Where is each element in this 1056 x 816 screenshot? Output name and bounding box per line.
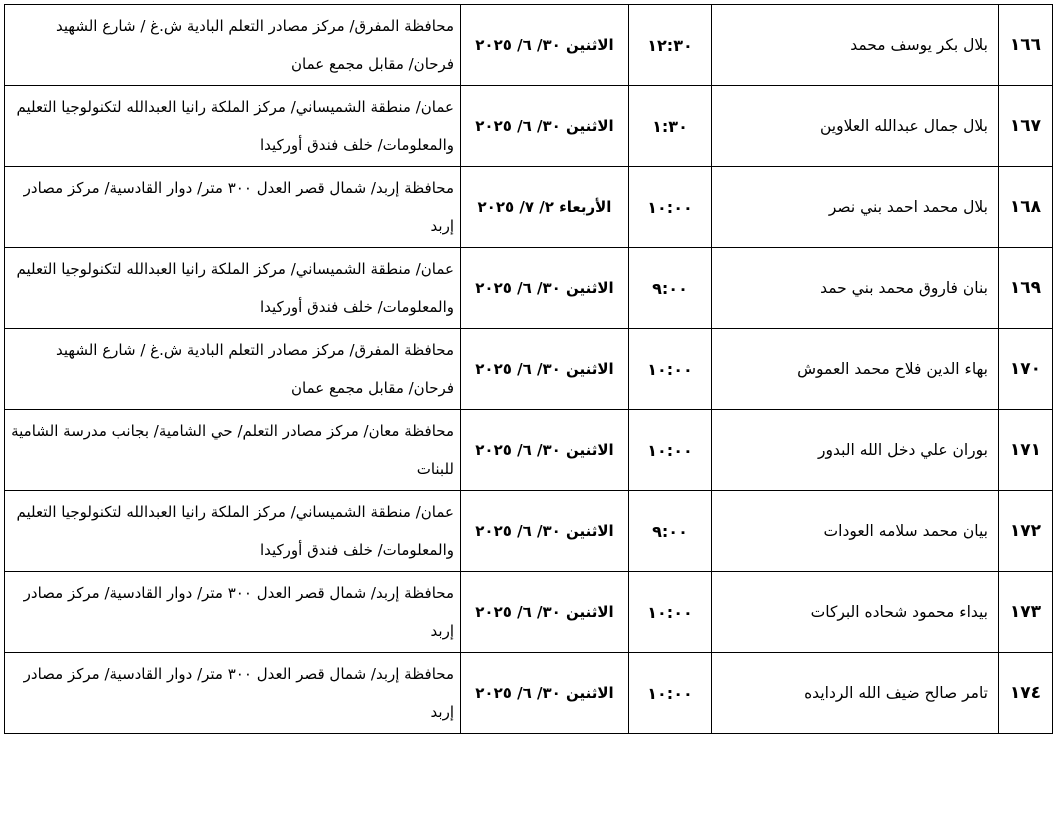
exam-date-text: الاثنين ٣٠/ ٦/ ٢٠٢٥ [475,279,614,297]
exam-time-cell [629,653,712,734]
exam-time-cell [629,5,712,86]
row-number-text: ١٦٩ [1009,278,1042,298]
exam-date-text: الأربعاء ٢/ ٧/ ٢٠٢٥ [477,198,612,216]
applicant-name-cell [712,86,999,167]
exam-location-cell [5,167,461,248]
exam-location-text: محافظة المفرق/ مركز مصادر التعلم البادية ش.غ / شارع الشهيد فرحان/ مقابل مجمع عمان [56,341,454,397]
exam-date-cell [461,167,629,248]
exam-location-text: عمان/ منطقة الشميساني/ مركز الملكة رانيا العبدالله لتكنولوجيا التعليم والمعلومات/ خلف فندق أوركيدا [16,98,454,154]
schedule-sheet [4,4,1052,744]
table-row [5,572,1053,653]
table-row [5,329,1053,410]
exam-location-cell [5,248,461,329]
exam-date-cell [461,329,629,410]
applicant-name-cell [712,248,999,329]
row-number-cell [999,167,1053,248]
table-row [5,248,1053,329]
applicant-name-text: بنان فاروق محمد بني حمد [820,279,988,297]
exam-time-text: ١٠:٠٠ [647,683,693,703]
applicant-name-text: بيان محمد سلامه العودات [823,522,988,540]
applicant-name-text: بهاء الدين فلاح محمد العموش [797,360,988,378]
table-row [5,86,1053,167]
exam-date-text: الاثنين ٣٠/ ٦/ ٢٠٢٥ [475,684,614,702]
exam-time-text: ١:٣٠ [652,116,688,136]
table-row [5,410,1053,491]
exam-time-text: ٩:٠٠ [652,278,688,298]
exam-location-cell [5,86,461,167]
applicant-name-cell [712,491,999,572]
row-number-cell [999,410,1053,491]
exam-location-text: محافظة إربد/ شمال قصر العدل ٣٠٠ متر/ دوار القادسية/ مركز مصادر إربد [23,584,454,640]
row-number-cell [999,572,1053,653]
exam-time-cell [629,329,712,410]
row-number-text: ١٦٨ [1009,197,1042,217]
table-row [5,491,1053,572]
exam-time-text: ١٢:٣٠ [647,35,693,55]
applicant-name-text: بلال بكر يوسف محمد [850,36,988,54]
exam-time-cell [629,491,712,572]
exam-location-text: عمان/ منطقة الشميساني/ مركز الملكة رانيا العبدالله لتكنولوجيا التعليم والمعلومات/ خلف فندق أوركيدا [16,260,454,316]
exam-time-cell [629,572,712,653]
applicant-name-text: تامر صالح ضيف الله الردايده [804,684,988,702]
exam-time-text: ١٠:٠٠ [647,359,693,379]
exam-time-cell [629,167,712,248]
row-number-text: ١٦٦ [1009,35,1042,55]
row-number-text: ١٧٢ [1009,521,1042,541]
exam-date-cell [461,248,629,329]
applicant-name-text: بيداء محمود شحاده البركات [810,603,988,621]
applicant-name-cell [712,410,999,491]
exam-time-text: ١٠:٠٠ [647,197,693,217]
applicant-name-cell [712,5,999,86]
exam-location-text: محافظة معان/ مركز مصادر التعلم/ حي الشامية/ بجانب مدرسة الشامية للبنات [11,422,454,478]
row-number-cell [999,5,1053,86]
exam-location-cell [5,572,461,653]
table-row [5,5,1053,86]
row-number-text: ١٧٤ [1009,683,1042,703]
exam-date-cell [461,653,629,734]
row-number-text: ١٧١ [1009,440,1042,460]
row-number-text: ١٧٣ [1009,602,1042,622]
exam-location-text: محافظة إربد/ شمال قصر العدل ٣٠٠ متر/ دوار القادسية/ مركز مصادر إربد [23,179,454,235]
row-number-text: ١٦٧ [1009,116,1042,136]
exam-location-text: عمان/ منطقة الشميساني/ مركز الملكة رانيا العبدالله لتكنولوجيا التعليم والمعلومات/ خلف فندق أوركيدا [16,503,454,559]
applicant-name-text: بوران علي دخل الله البدور [817,441,988,459]
exam-date-cell [461,5,629,86]
exam-time-text: ١٠:٠٠ [647,602,693,622]
schedule-table-body [5,5,1053,734]
exam-date-cell [461,572,629,653]
exam-location-text: محافظة إربد/ شمال قصر العدل ٣٠٠ متر/ دوار القادسية/ مركز مصادر إربد [23,665,454,721]
applicant-name-cell [712,653,999,734]
table-row [5,167,1053,248]
exam-date-cell [461,410,629,491]
row-number-cell [999,329,1053,410]
exam-date-text: الاثنين ٣٠/ ٦/ ٢٠٢٥ [475,117,614,135]
applicant-name-text: بلال جمال عبدالله العلاوين [819,117,988,135]
exam-date-cell [461,491,629,572]
applicant-name-text: بلال محمد احمد بني نصر [828,198,988,216]
exam-location-cell [5,329,461,410]
exam-time-text: ١٠:٠٠ [647,440,693,460]
exam-date-text: الاثنين ٣٠/ ٦/ ٢٠٢٥ [475,603,614,621]
applicant-name-cell [712,167,999,248]
exam-location-cell [5,653,461,734]
row-number-cell [999,248,1053,329]
exam-date-cell [461,86,629,167]
exam-location-text: محافظة المفرق/ مركز مصادر التعلم البادية ش.غ / شارع الشهيد فرحان/ مقابل مجمع عمان [56,17,454,73]
exam-time-cell [629,410,712,491]
exam-date-text: الاثنين ٣٠/ ٦/ ٢٠٢٥ [475,522,614,540]
row-number-cell [999,653,1053,734]
exam-date-text: الاثنين ٣٠/ ٦/ ٢٠٢٥ [475,36,614,54]
exam-time-cell [629,86,712,167]
exam-date-text: الاثنين ٣٠/ ٦/ ٢٠٢٥ [475,360,614,378]
exam-time-cell [629,248,712,329]
row-number-cell [999,86,1053,167]
exam-location-cell [5,491,461,572]
exam-location-cell [5,410,461,491]
applicant-name-cell [712,572,999,653]
exam-time-text: ٩:٠٠ [652,521,688,541]
exam-location-cell [5,5,461,86]
applicant-name-cell [712,329,999,410]
table-row [5,653,1053,734]
schedule-table [4,4,1053,734]
exam-date-text: الاثنين ٣٠/ ٦/ ٢٠٢٥ [475,441,614,459]
row-number-text: ١٧٠ [1009,359,1042,379]
row-number-cell [999,491,1053,572]
